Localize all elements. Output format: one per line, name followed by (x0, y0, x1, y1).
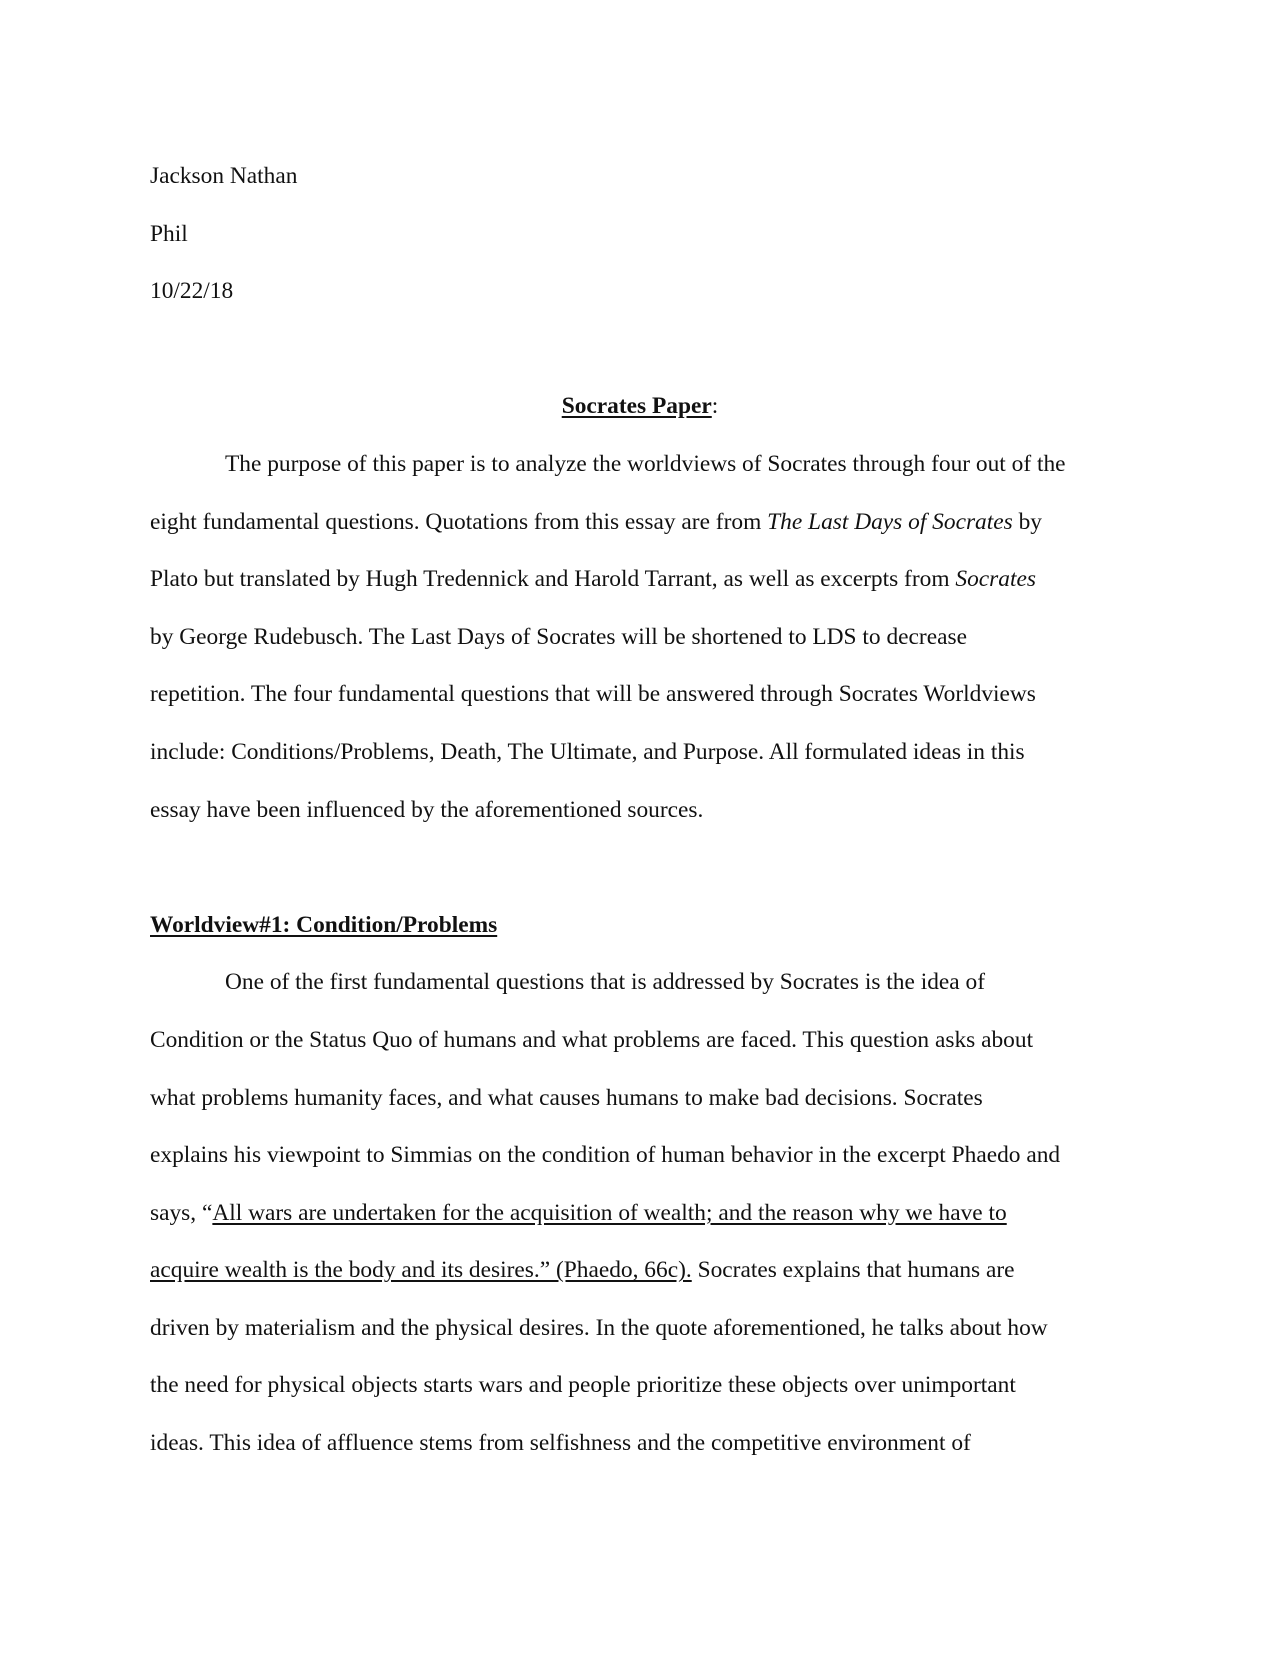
spacer (150, 321, 1130, 379)
text-run: driven by materialism and the physical desires. In the quote aforementioned, he talks about how (150, 1314, 1048, 1341)
section1-line-1 (150, 954, 1130, 1012)
paper-title-text: Socrates Paper (561, 393, 712, 420)
text-run: by (1012, 508, 1042, 535)
intro-line-4 (150, 609, 1130, 667)
section1-line-6 (150, 1242, 1130, 1300)
text-run: repetition. The four fundamental questions that will be answered through Socrates Worldviews (150, 681, 1036, 708)
document-body (150, 148, 1130, 1473)
text-run: eight fundamental questions. Quotations from this essay are from (150, 508, 768, 535)
text-run: says, “ (150, 1199, 213, 1226)
text-run: ideas. This idea of affluence stems from selfishness and the competitive environment of (150, 1430, 971, 1457)
intro-line-6 (150, 724, 1130, 782)
paper-title-colon: : (711, 393, 719, 420)
paper-date: 10/22/18 (150, 278, 234, 305)
section-heading-text: Worldview#1: Condition/Problems (150, 911, 498, 938)
intro-paragraph (150, 436, 1130, 839)
section1-line-3 (150, 1070, 1130, 1128)
section1-line-2 (150, 1012, 1130, 1070)
spacer (150, 839, 1130, 897)
book-title-italic: Socrates (955, 566, 1036, 593)
section1-paragraph (150, 954, 1130, 1472)
text-run: by George Rudebusch. The Last Days of Socrates will be shortened to LDS to decrease (150, 623, 967, 650)
text-run: the need for physical objects starts wars and people prioritize these objects over unimportant (150, 1372, 1016, 1399)
intro-line-3 (150, 551, 1130, 609)
intro-line-2 (150, 494, 1130, 552)
intro-line-5 (150, 666, 1130, 724)
section-heading (150, 897, 1130, 955)
text-run: include: Conditions/Problems, Death, The Ultimate, and Purpose. All formulated ideas in this (150, 738, 1025, 765)
text-run: Socrates explains that humans are (691, 1257, 1015, 1284)
section1-line-8 (150, 1357, 1130, 1415)
text-run: Condition or the Status Quo of humans and what problems are faced. This question asks about (150, 1026, 1034, 1053)
section1-line-7 (150, 1300, 1130, 1358)
author-name: Jackson Nathan (150, 163, 298, 189)
text-run: The purpose of this paper is to analyze the worldviews of Socrates through four out of the (225, 450, 1066, 477)
intro-line-1 (150, 436, 1130, 494)
text-run: what problems humanity faces, and what causes humans to make bad decisions. Socrates (150, 1084, 983, 1111)
section1-line-5 (150, 1185, 1130, 1243)
section1-line-9 (150, 1415, 1130, 1473)
section1-line-4 (150, 1127, 1130, 1185)
text-run: essay have been influenced by the aforementioned sources. (150, 796, 704, 823)
text-run: One of the first fundamental questions that is addressed by Socrates is the idea of (225, 969, 986, 996)
text-run: Plato but translated by Hugh Tredennick and Harold Tarrant, as well as excerpts from (150, 566, 956, 593)
underlined-quote: All wars are undertaken for the acquisition of wealth; and the reason why we have to (212, 1199, 1007, 1226)
book-title-italic: The Last Days of Socrates (767, 508, 1013, 535)
intro-line-7 (150, 782, 1130, 840)
course-name: Phil (150, 220, 188, 247)
paper-title (150, 378, 1130, 436)
underlined-quote: acquire wealth is the body and its desires.” (Phaedo, 66c). (150, 1257, 692, 1284)
text-run: explains his viewpoint to Simmias on the condition of human behavior in the excerpt Phaedo and (150, 1142, 1061, 1169)
